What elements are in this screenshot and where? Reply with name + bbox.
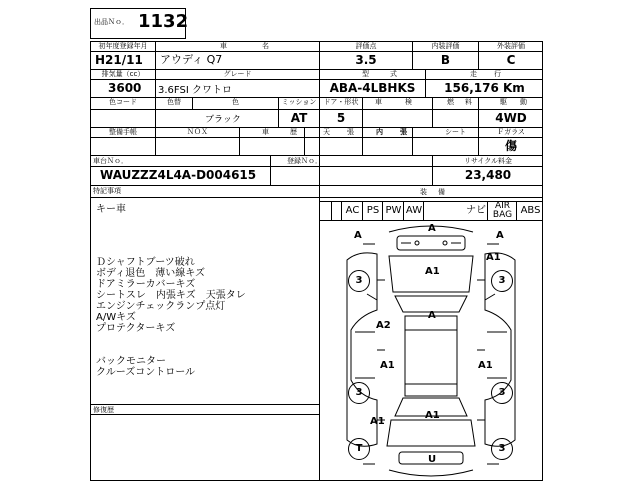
nox-label: ＮＯＸ [187, 128, 208, 136]
damage-mark: A1 [380, 360, 395, 371]
interior-grade-label: 内装評価 [431, 42, 460, 50]
notes-line: A/Wキズ [96, 312, 136, 323]
equipment-ac: AC [341, 201, 363, 220]
equipment-ps: PS [362, 201, 383, 220]
damage-mark: A1 [425, 410, 440, 421]
vin-value: WAUZZZ4L4A-D004615 [100, 168, 257, 182]
score-label: 評価点 [355, 42, 377, 50]
color-label: 色 [232, 98, 239, 106]
equipment-note: クルーズコントロール [96, 367, 195, 378]
doors-value: 5 [336, 111, 346, 125]
lot-number: 1132 [138, 11, 189, 32]
first-reg-label: 初年度登録年月 [98, 42, 148, 50]
equipment-blank [423, 201, 466, 220]
equipment-title-a: 装 [420, 188, 427, 196]
color-value: ブラック [205, 115, 241, 125]
damage-mark: A1 [370, 416, 385, 427]
tire-rear-right: 3 [491, 382, 513, 404]
damage-mark: U [428, 454, 437, 465]
car-name-label-b: 名 [262, 42, 269, 50]
equipment-note: バックモニター [96, 356, 166, 367]
damage-mark: A [496, 230, 504, 241]
interior-lining-label-a: 内 [376, 128, 383, 136]
seat-label: シート [445, 128, 466, 136]
tire-spare: 3 [491, 438, 513, 460]
tire-rear-left: 3 [348, 382, 370, 404]
notes-line: プロテクターキズ [96, 323, 176, 334]
history-label-a: 車 [262, 128, 269, 136]
reg-no-label: 登録Ｎｏ． [287, 157, 322, 165]
tire-t: T [348, 438, 370, 460]
score-value: 3.5 [355, 53, 377, 67]
damage-mark: A [354, 230, 362, 241]
color-code-label: 色コード [109, 98, 137, 106]
roof-lining-label-b: 張 [347, 128, 354, 136]
model-label-a: 型 [362, 70, 369, 78]
equipment-aw: AW [403, 201, 424, 220]
notes-line: ドアミラーカバーキズ [96, 279, 196, 290]
displacement-label: 排気量（cc） [101, 70, 145, 78]
recycle-fee-label: リサイクル料金 [463, 157, 513, 165]
drive-value: 4WD [495, 111, 527, 125]
front-glass-value: 傷 [504, 139, 517, 153]
repair-history-label: 修復歴 [93, 406, 114, 414]
mission-label: ミッション [281, 98, 317, 106]
mileage-label-a: 走 [470, 70, 477, 78]
history-label-b: 歴 [290, 128, 297, 136]
equipment-airbag: AIR BAG [487, 201, 517, 220]
equipment-title-b: 備 [438, 188, 445, 196]
car-name-value: アウディ Q7 [160, 53, 223, 66]
maintenance-book-label: 整備手帳 [109, 128, 137, 136]
damage-mark: A1 [486, 252, 501, 263]
damage-mark: A [428, 310, 436, 321]
exterior-grade-value: C [506, 53, 516, 67]
notes-line: シートスレ 内張キズ 天張タレ [96, 290, 246, 301]
roof-lining-label-a: 天 [323, 128, 330, 136]
drive-label-a: 駆 [500, 98, 507, 106]
notes-line: エンジンチェックランプ点灯 [96, 301, 226, 312]
mission-value: AT [290, 111, 308, 125]
tire-front-right: 3 [491, 270, 513, 292]
equipment-pw: PW [382, 201, 404, 220]
damage-mark: A1 [478, 360, 493, 371]
interior-lining-label-b: 張 [400, 128, 407, 136]
notes-title: 特記事項 [93, 187, 121, 195]
doors-label: ドア・形状 [323, 98, 359, 106]
mileage-label-b: 行 [494, 70, 501, 78]
inspection-label-b: 検 [405, 98, 412, 106]
displacement-value: 3600 [108, 81, 142, 95]
fuel-label-b: 料 [465, 98, 472, 106]
notes-line: Ｄシャフトブーツ破れ [96, 257, 195, 268]
notes-line: ボディ退色 薄い線キズ [96, 268, 205, 279]
equipment-navi: ナビ [466, 205, 486, 216]
equipment-abs: ABS [516, 201, 544, 220]
drive-label-b: 動 [520, 98, 527, 106]
grade-label: グレード [223, 70, 252, 78]
mileage-value: 156,176 Km [444, 81, 525, 95]
notes-key: キー車 [96, 204, 126, 215]
damage-mark: A2 [376, 320, 391, 331]
grade-value: 3.6FSI クワトロ [158, 85, 232, 96]
vin-label: 車台Ｎｏ． [93, 157, 128, 165]
lot-number-label: 出品Ｎｏ． [94, 18, 129, 26]
inspection-label-a: 車 [375, 98, 382, 106]
exterior-grade-label: 外装評価 [497, 42, 525, 50]
color-change-label: 色替 [167, 98, 181, 106]
damage-mark: A [428, 223, 436, 234]
damage-mark: A1 [425, 266, 440, 277]
tire-front-left: 3 [348, 270, 370, 292]
first-reg-value: H21/11 [95, 53, 143, 67]
front-glass-label: Ｆガラス [497, 128, 525, 136]
fuel-label-a: 燃 [447, 98, 454, 106]
model-value: ABA-4LBHKS [329, 81, 416, 95]
car-name-label-a: 車 [220, 42, 227, 50]
interior-grade-value: B [440, 53, 451, 67]
recycle-fee-value: 23,480 [464, 168, 512, 182]
model-label-b: 式 [390, 70, 397, 78]
